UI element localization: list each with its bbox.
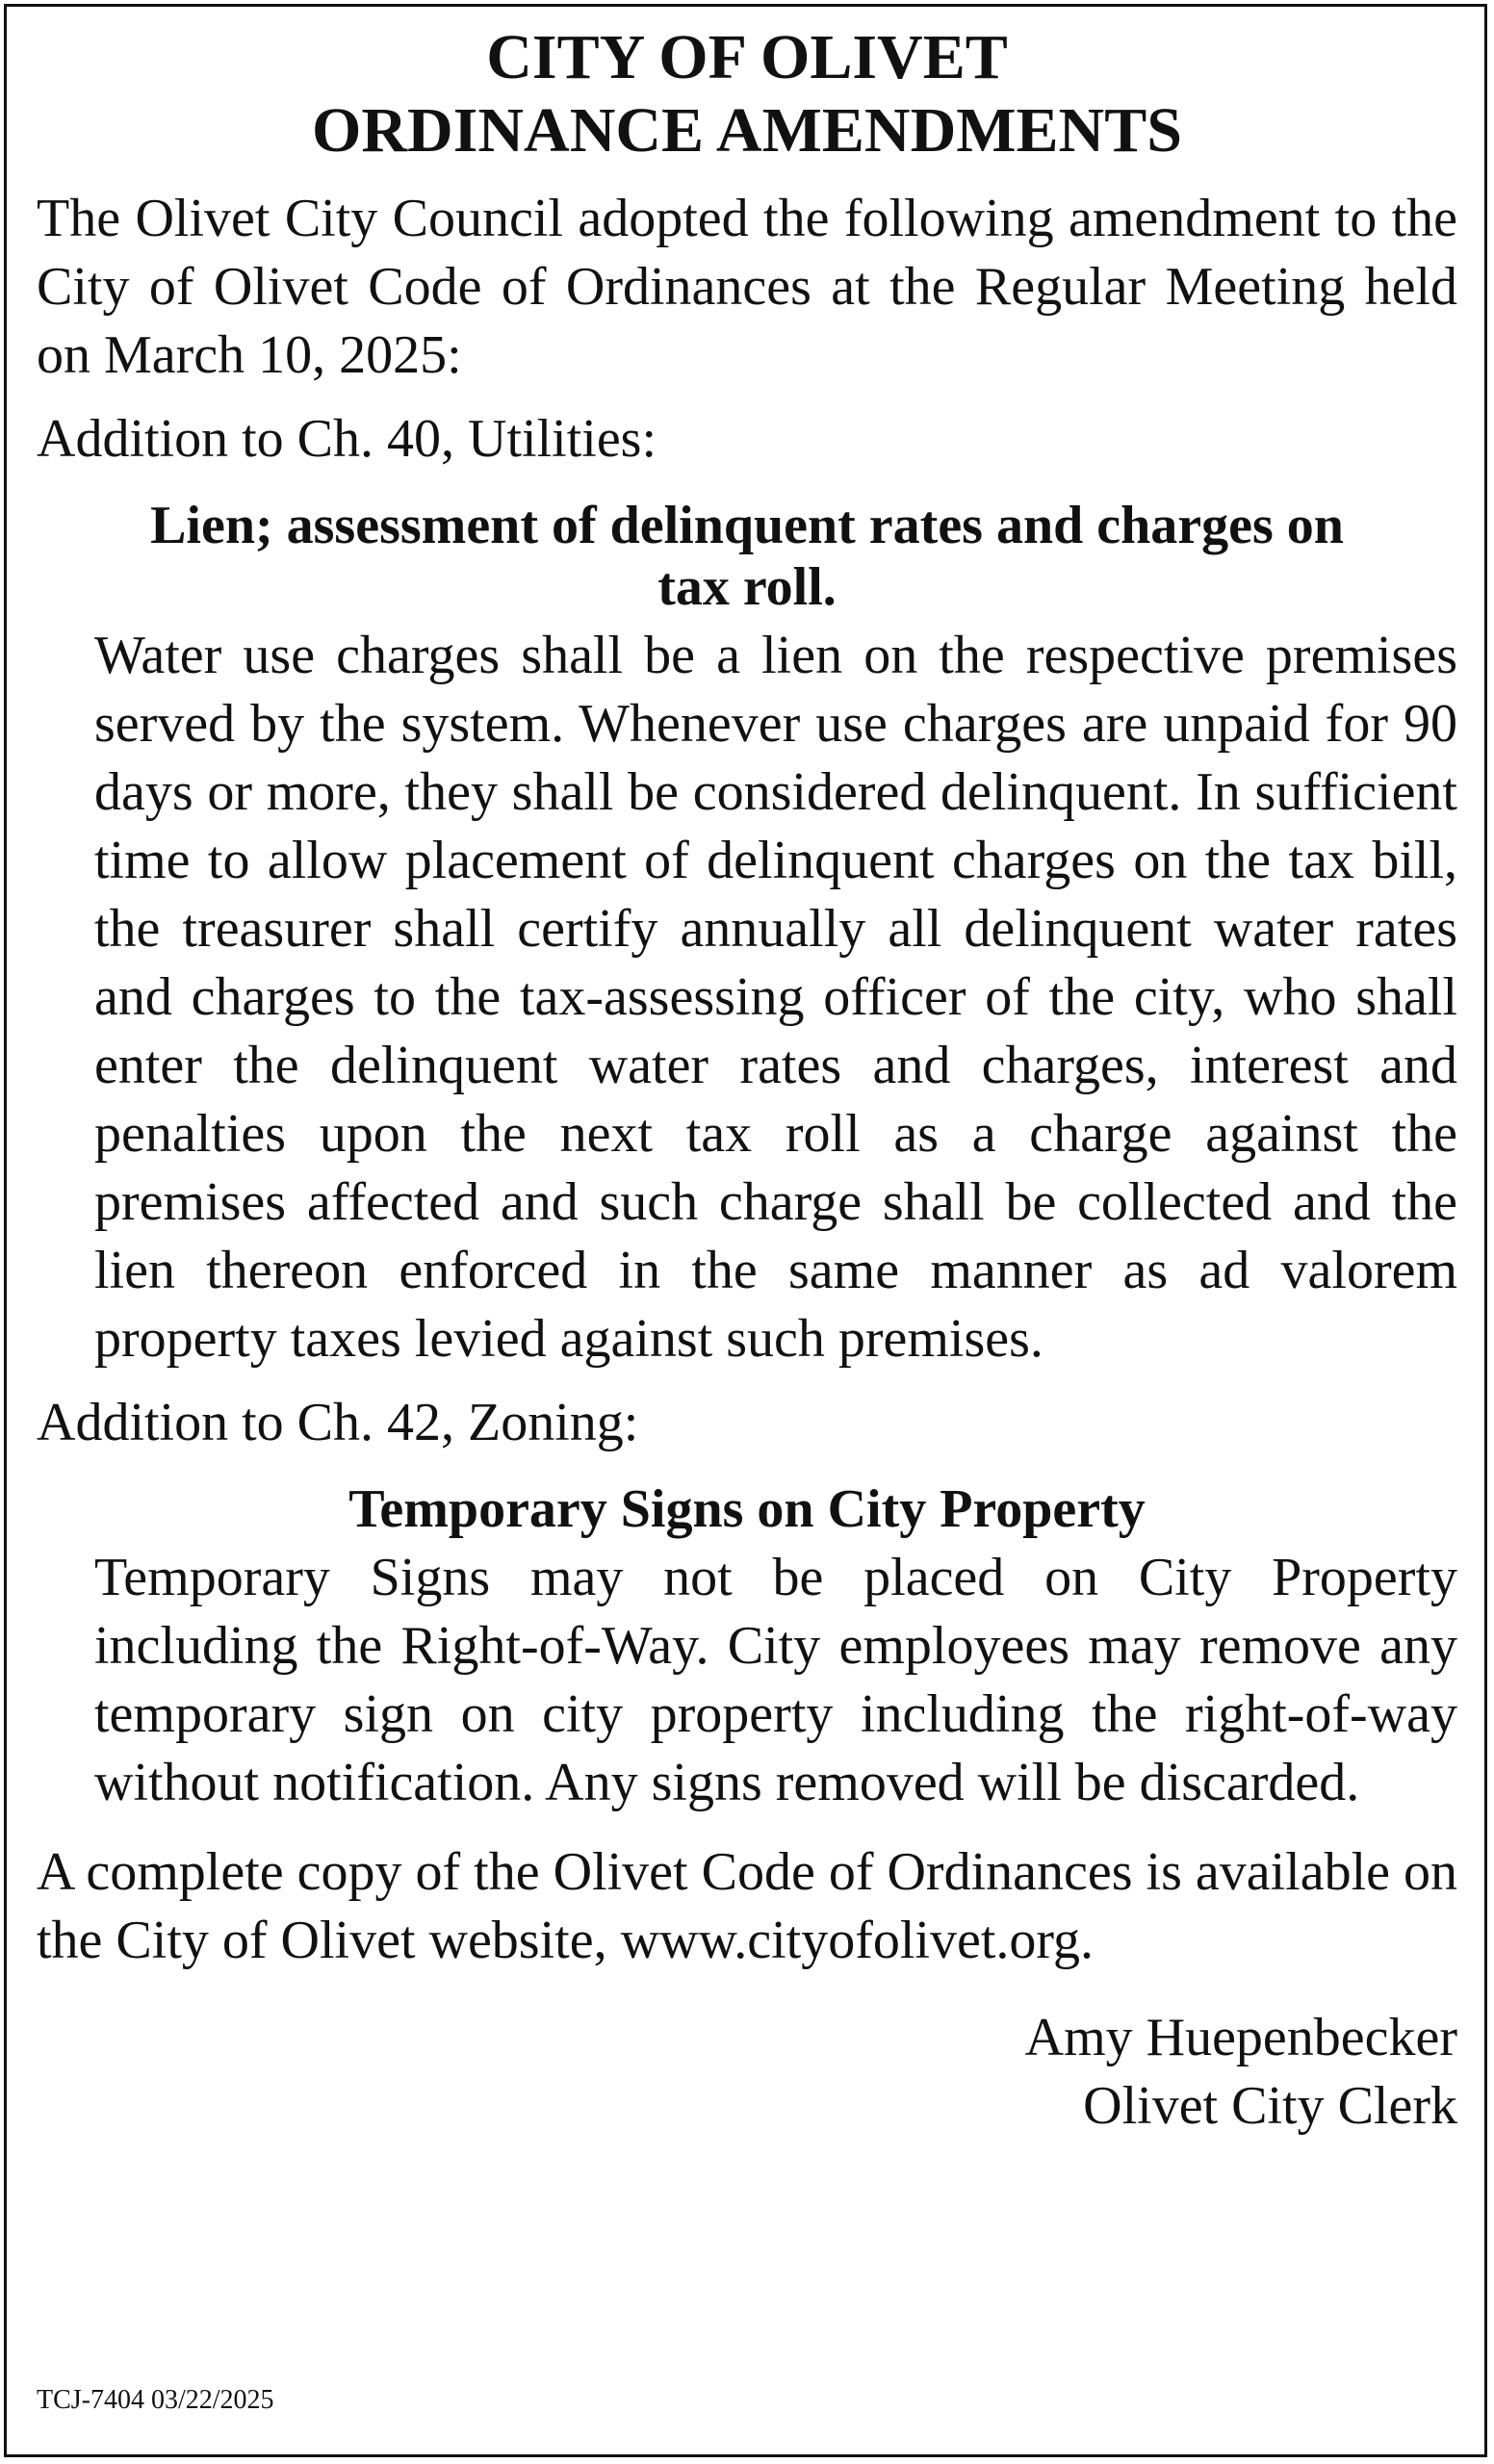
- section-1-heading: [37, 495, 1457, 618]
- section-1-heading-line-2: tax roll.: [657, 557, 837, 617]
- notice-title: [37, 21, 1457, 167]
- signature-block: [37, 2004, 1457, 2141]
- section-2-heading-text: Temporary Signs on City Property: [348, 1479, 1146, 1539]
- intro-paragraph: The Olivet City Council adopted the following amendment to the City of Olivet Code of Ordinances at the Regular Meeting held on March 10, 2025:: [37, 189, 1457, 385]
- section-1-heading-line-1: Lien; assessment of delinquent rates and charges on: [150, 496, 1344, 555]
- section-1-addition: Addition to Ch. 40, Utilities:: [37, 409, 657, 469]
- signature-title: Olivet City Clerk: [1083, 2076, 1457, 2136]
- title-line-1: CITY OF OLIVET: [486, 22, 1008, 92]
- title-line-2: ORDINANCE AMENDMENTS: [312, 95, 1182, 166]
- signature-name: Amy Huepenbecker: [1024, 2008, 1457, 2067]
- section-1-body: Water use charges shall be a lien on the respective premises served by the system. Whenever use charges are unpaid for 90 days or more, they shall be considered delinquent. In sufficient time to allow placement of delinquent charges on the tax bill, the treasurer shall certify annually all delinquent water rates and charges to the tax-assessing officer of the city, who shall enter the delinquent water rates and charges, interest and penalties upon the next tax roll as a charge against the premises affected and such charge shall be collected and the lien thereon enforced in the same manner as ad valorem property taxes levied against such premises.: [94, 626, 1457, 1369]
- publication-code: TCJ-7404 03/22/2025: [37, 2385, 274, 2415]
- section-2-heading: [37, 1478, 1457, 1540]
- section-2-body: Temporary Signs may not be placed on City Property including the Right-of-Way. City employees may remove any temporary sign on city property including the right-of-way without notification. Any signs removed will be discarded.: [94, 1548, 1457, 1812]
- closing-paragraph: A complete copy of the Olivet Code of Ordinances is available on the City of Olivet website, www.cityofolivet.org.: [37, 1842, 1457, 1970]
- section-2-addition: Addition to Ch. 42, Zoning:: [37, 1393, 639, 1452]
- legal-notice: [37, 21, 1457, 2141]
